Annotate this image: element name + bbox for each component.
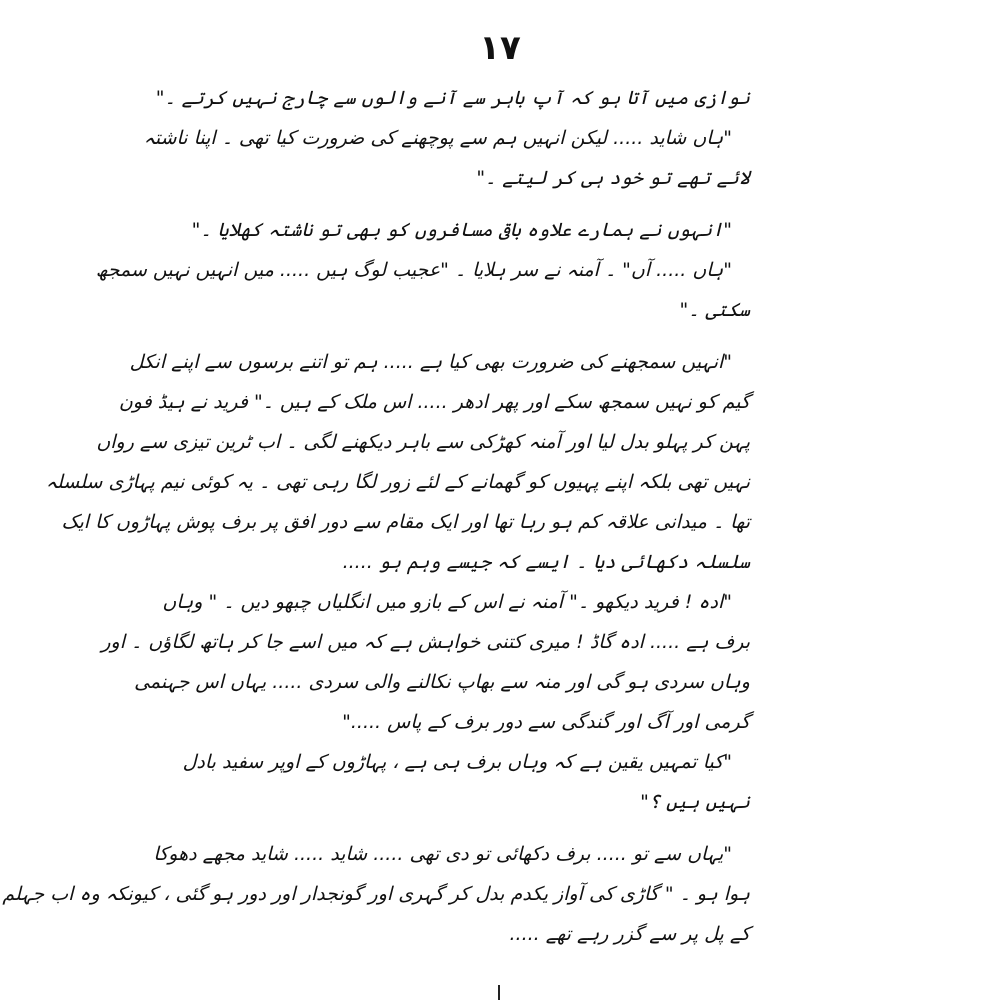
text-line: وہاں سردی ہو گی اور منہ سے بھاپ نکالنے والی سردی ..... یہاں اس جہنمی [134,671,750,693]
text-line: سکتی ۔" [679,299,750,321]
text-line: لائے تھے تو خود ہی کر لیتے ۔" [476,167,750,189]
text-line: تھا ۔ میدانی علاقہ کم ہو رہا تھا اور ایک مقام سے دور افق پر برف پوش پہاڑوں کا ایک [61,511,750,533]
text-line: گیم کو نہیں سمجھ سکے اور پھر ادھر ..... اس ملک کے ہیں ۔" فرید نے ہیڈ فون [118,391,750,413]
text-line: نوازی میں آتا ہو کہ آپ باہر سے آنے والوں سے چارج نہیں کرتے ۔" [155,87,750,109]
text-line: نہیں تھی بلکہ اپنے پہیوں کو گھمانے کے لئے زور لگا رہی تھی ۔ یہ کوئی نیم پہاڑی سلسلہ [45,471,750,493]
page-number: ۱۷ [479,28,521,68]
page-text [2,78,750,954]
text-line: "انہوں نے ہمارے علاوہ باقی مسافروں کو بھی تو ناشتہ کھلایا ۔" [191,219,732,241]
text-line: "کیا تمہیں یقین ہے کہ وہاں برف ہی ہے ، پہاڑوں کے اوپر سفید بادل [182,751,732,773]
text-line: کے پل پر سے گزر رہے تھے ..... [509,923,750,945]
text-line: نہیں ہیں ؟" [640,791,750,813]
text-line: "انہیں سمجھنے کی ضرورت بھی کیا ہے ..... ہم تو اتنے برسوں سے اپنے انکل [129,351,732,373]
text-line: پہن کر پہلو بدل لیا اور آمنہ کھڑکی سے باہر دیکھنے لگی ۔ اب ٹرین تیزی سے رواں [96,431,750,453]
text-line: "ادہ ! فرید دیکھو ۔" آمنہ نے اس کے بازو میں انگلیاں چبھو دیں ۔ " وہاں [162,591,732,613]
text-line: "ہاں شاید ..... لیکن انہیں ہم سے پوچھنے کی ضرورت کیا تھی ۔ اپنا ناشتہ [143,127,732,149]
text-line: "یہاں سے تو ..... برف دکھائی تو دی تھی ..... شاید ..... شاید مجھے دھوکا [153,843,732,865]
binding-mark [498,985,500,1000]
text-line: گرمی اور آگ اور گندگی سے دور برف کے پاس ....." [342,711,750,733]
text-line: ہوا ہو ۔ " گاڑی کی آواز یکدم بدل کر گہری اور گونجدار اور دور ہو گئی ، کیونکہ وہ اب جہلم [2,883,750,905]
text-line: سلسلہ دکھائی دیا ۔ ایسے کہ جیسے وہم ہو ..... [342,551,750,573]
text-line: "ہاں ..... آں" ۔ آمنہ نے سر ہلایا ۔ "عجیب لوگ ہیں ..... میں انہیں نہیں سمجھ [95,259,732,281]
text-line: برف ہے ..... ادہ گاڈ ! میری کتنی خواہش ہے کہ میں اسے جا کر ہاتھ لگاؤں ۔ اور [101,631,750,653]
